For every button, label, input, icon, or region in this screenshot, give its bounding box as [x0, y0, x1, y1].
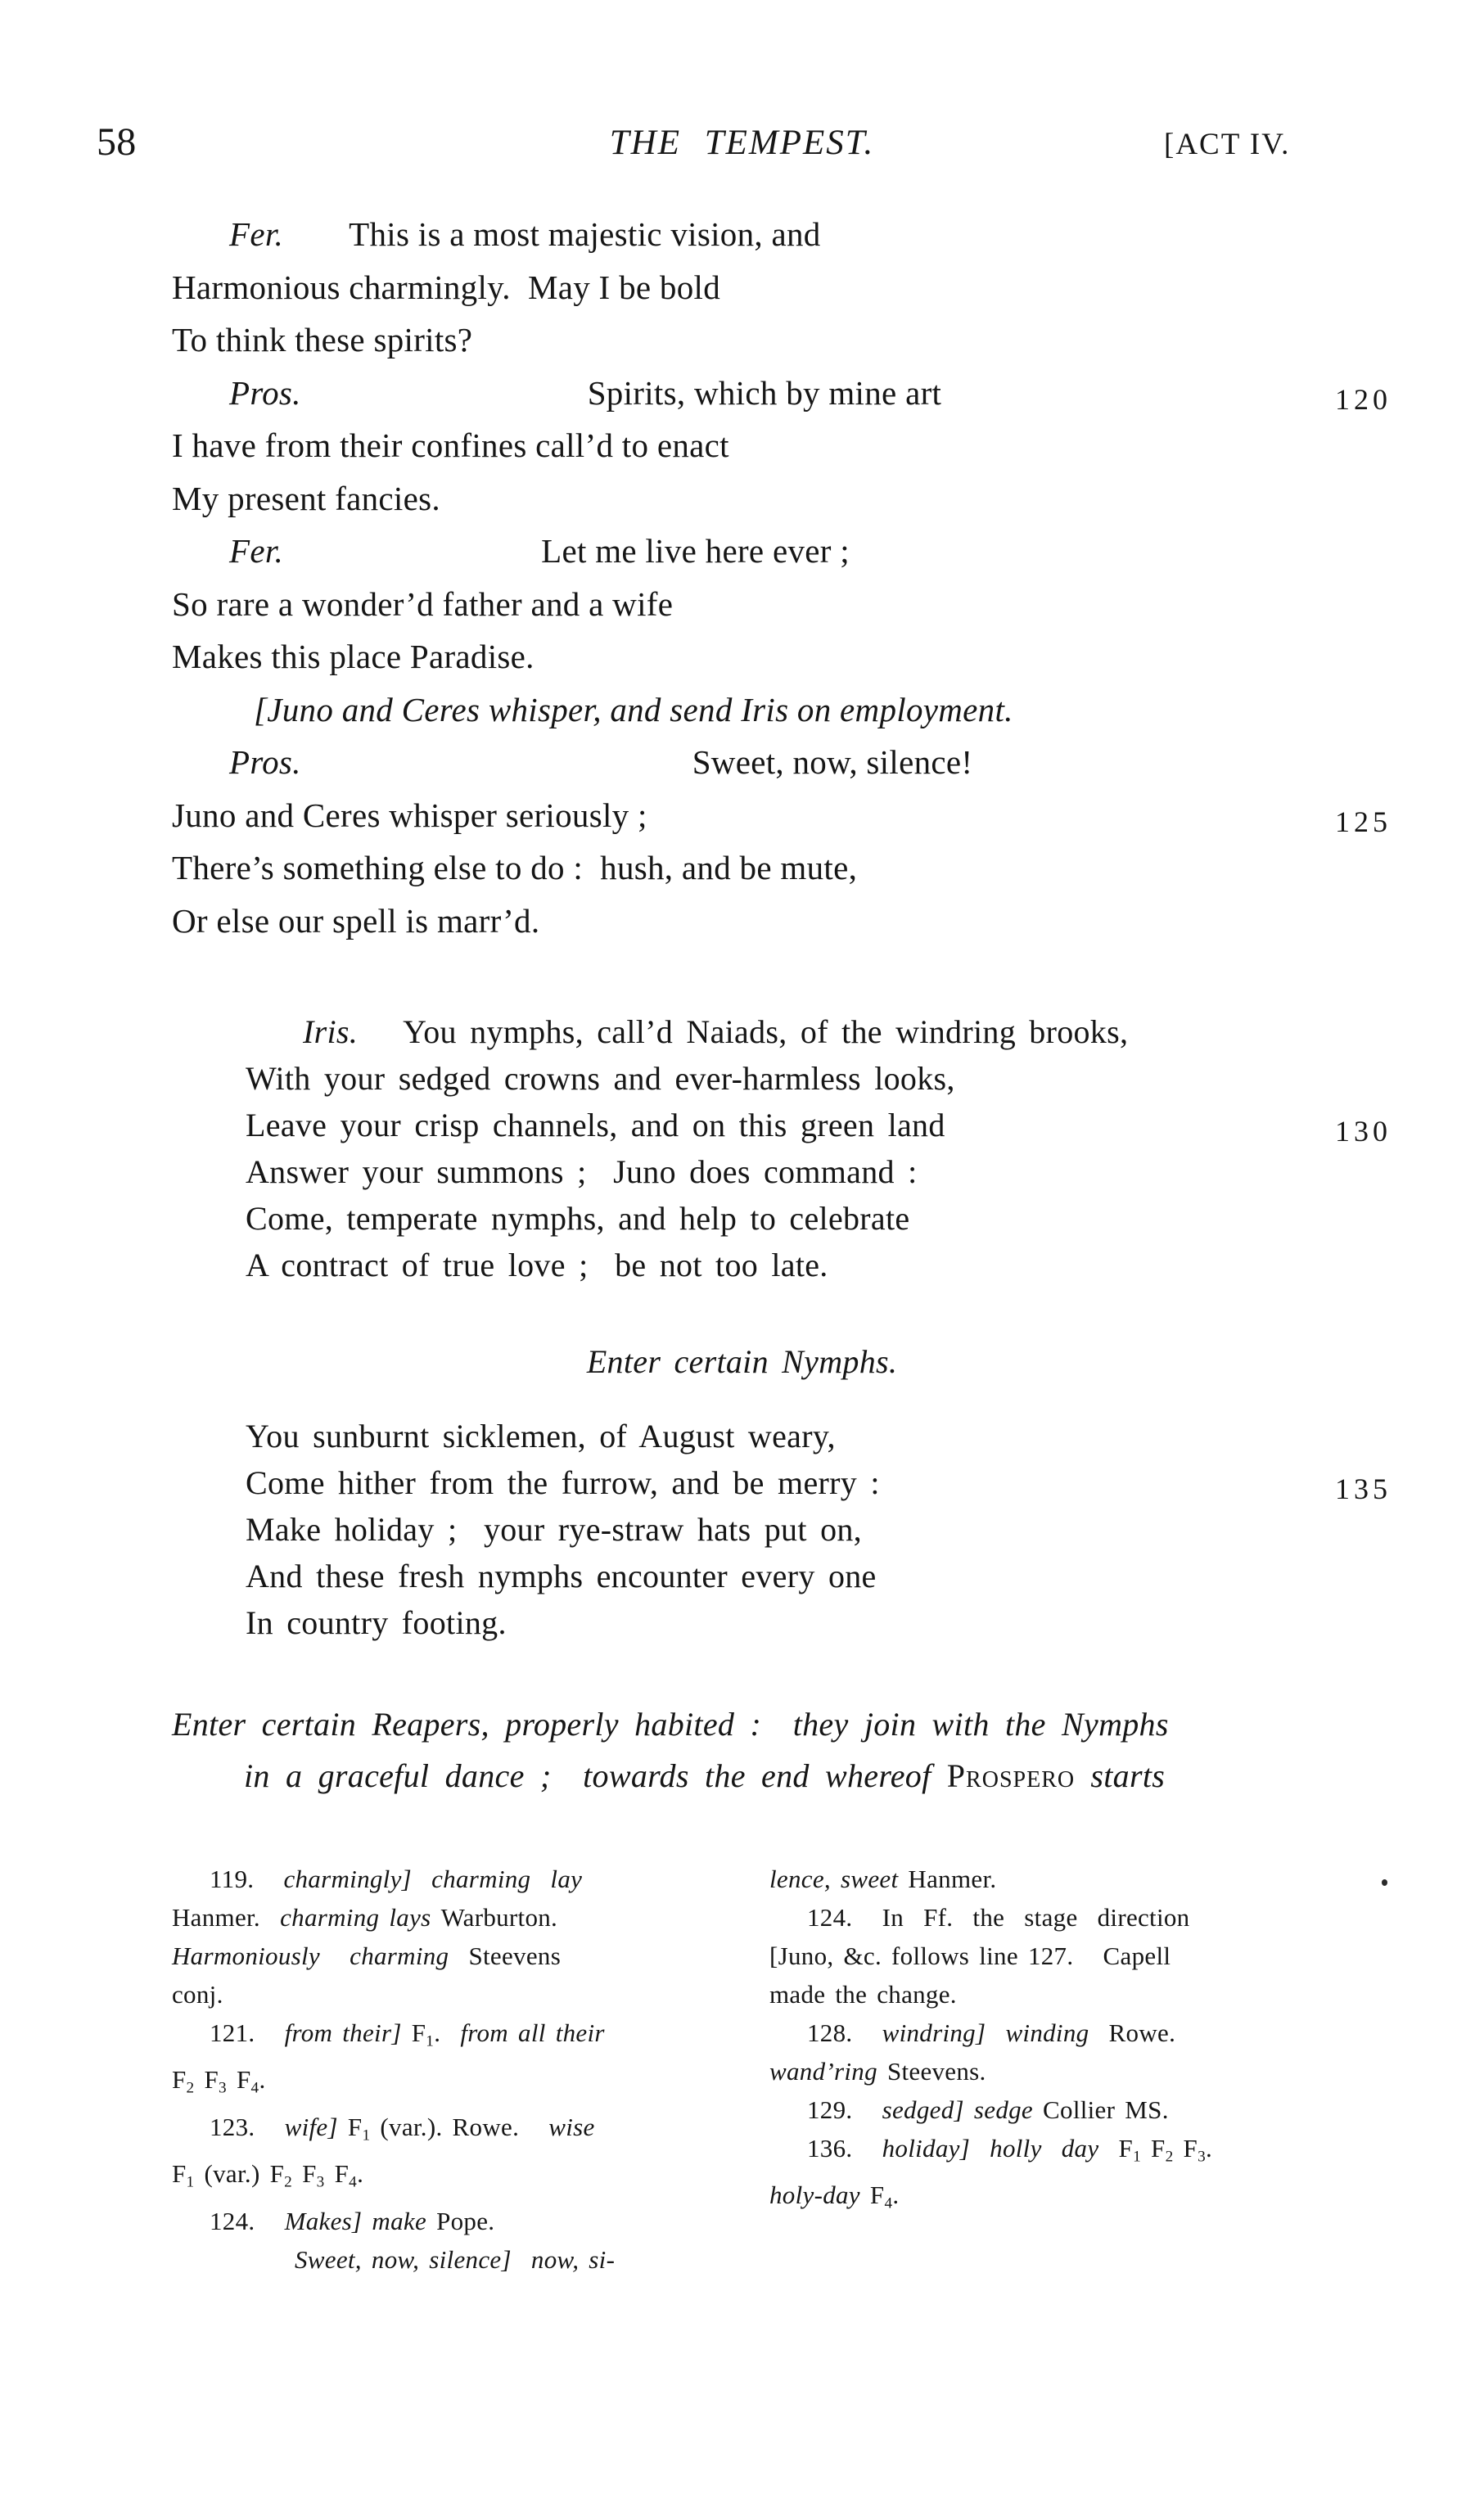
text-segment: 121. — [210, 2018, 285, 2047]
character-name: Prospero — [946, 1757, 1076, 1794]
line-number: 125 — [1335, 805, 1392, 838]
text-segment: 3 — [1198, 2148, 1206, 2166]
line-number: 130 — [1335, 1115, 1392, 1148]
text-segment: wand’ring — [769, 2057, 887, 2086]
stage-direction-line — [172, 1750, 1334, 1802]
text-segment: Sweet, now, silence] now, si- — [295, 2244, 616, 2274]
text-segment: in a graceful dance ; towards the end whereof — [244, 1757, 947, 1794]
text-segment: 1 — [362, 2126, 371, 2144]
verse-line — [172, 630, 1392, 683]
footnote-line — [769, 2052, 1342, 2090]
text-segment: holy-day — [769, 2181, 870, 2210]
footnotes-right-column — [769, 1860, 1342, 2223]
text-segment: Juno and Ceres whisper seriously ; — [172, 796, 647, 834]
text-segment: My present fancies. — [172, 479, 440, 517]
speaker: Iris. — [303, 1013, 359, 1050]
iris-speech-block — [246, 1008, 1392, 1288]
text-segment: from all their — [460, 2018, 605, 2047]
stage-direction-enter-reapers — [172, 1698, 1334, 1802]
text-segment: Warburton. — [440, 1903, 558, 1932]
ink-speck — [1382, 1879, 1387, 1886]
footnote-line — [172, 2108, 753, 2154]
text-segment: F — [869, 2181, 885, 2210]
verse-line — [246, 1459, 1392, 1506]
act-indicator: [ACT IV. — [1164, 128, 1291, 161]
footnote-line — [769, 2176, 1342, 2222]
text-segment: wise — [548, 2112, 595, 2141]
text-segment: 129. — [807, 2095, 882, 2124]
text-segment: F — [226, 2065, 251, 2095]
text-segment: Come hither from the furrow, and be merry : — [246, 1464, 880, 1501]
text-segment: 124. — [210, 2206, 285, 2235]
stage-direction — [172, 683, 1392, 737]
footnote-line — [769, 2129, 1342, 2176]
text-segment: F — [1173, 2134, 1198, 2163]
text-segment: [Juno and Ceres whisper, and send Iris on employment. — [254, 690, 1013, 728]
text-segment: (var.) F — [194, 2159, 285, 2189]
text-segment: charming lays — [280, 1903, 441, 1932]
text-segment: 128. — [807, 2018, 882, 2047]
text-segment: F — [172, 2159, 187, 2189]
verse-line — [172, 841, 1392, 895]
text-segment: F — [1118, 2134, 1134, 2163]
text-segment: Rowe. — [1108, 2018, 1176, 2047]
footnote-line — [172, 2060, 753, 2107]
text-segment: You nymphs, call’d Naiads, of the windring brooks, — [403, 1013, 1129, 1050]
text-segment: Make holiday ; your rye-straw hats put on, — [246, 1511, 862, 1548]
footnote-line — [172, 1898, 753, 1937]
dialogue-block — [172, 208, 1392, 947]
running-title: THE TEMPEST. — [609, 124, 875, 162]
speaker: Pros. — [229, 743, 301, 781]
text-segment: F — [411, 2018, 426, 2047]
footnote-line — [769, 1898, 1342, 1937]
verse-line — [246, 1148, 1392, 1195]
text-segment: 136. — [807, 2134, 882, 2163]
verse-line — [172, 895, 1392, 948]
text-segment: And these fresh nymphs encounter every one — [246, 1558, 877, 1594]
text-segment: windring] winding — [882, 2018, 1109, 2047]
verse-line — [246, 1008, 1392, 1055]
page-number: 58 — [97, 120, 137, 164]
verse-line — [172, 578, 1392, 631]
text-segment: Makes this place Paradise. — [172, 638, 535, 675]
footnote-line — [172, 2154, 753, 2201]
verse-line — [172, 313, 1392, 367]
text-segment: [Juno, &c. follows line 127. Capell — [769, 1942, 1171, 1970]
text-segment: . — [1205, 2134, 1213, 2163]
text-segment: Steevens. — [886, 2057, 986, 2086]
line-number: 135 — [1335, 1472, 1392, 1505]
text-segment: This is a most majestic vision, and — [349, 215, 821, 253]
text-segment: 2 — [1165, 2148, 1174, 2166]
footnote-line — [769, 1860, 1342, 1898]
text-segment: Leave your crisp channels, and on this green land — [246, 1107, 945, 1143]
text-segment: 119. — [210, 1865, 284, 1893]
verse-line — [246, 1242, 1392, 1288]
footnote-line — [172, 1975, 753, 2014]
text-segment: 3 — [219, 2079, 227, 2097]
footnote-line — [769, 1937, 1342, 1975]
footnote-line — [769, 2090, 1342, 2129]
footnote-line — [769, 2014, 1342, 2052]
text-segment: sedged] sedge — [882, 2095, 1044, 2124]
verse-line — [246, 1506, 1392, 1553]
verse-line — [172, 419, 1392, 472]
text-segment: F — [292, 2159, 317, 2189]
footnotes-left-column — [172, 1860, 753, 2279]
text-segment: F — [347, 2112, 363, 2141]
text-segment: 4 — [884, 2194, 893, 2212]
text-segment: Let me live here ever ; — [541, 532, 850, 570]
text-segment: 1 — [1133, 2148, 1141, 2166]
text-segment: I have from their confines call’d to enact — [172, 426, 729, 464]
text-segment: 2 — [284, 2173, 293, 2191]
text-segment: 3 — [316, 2173, 325, 2191]
text-segment: wife] — [284, 2112, 348, 2141]
text-segment: starts — [1075, 1757, 1166, 1794]
verse-line — [172, 208, 1392, 261]
text-segment: To think these spirits? — [172, 321, 473, 359]
text-segment: . — [357, 2159, 364, 2189]
verse-line — [172, 367, 1392, 420]
footnote-line — [172, 1860, 753, 1898]
footnote-line — [172, 2014, 753, 2060]
speaker: Fer. — [229, 215, 284, 253]
text-segment: Or else our spell is marr’d. — [172, 901, 540, 940]
text-segment: 4 — [349, 2173, 358, 2191]
text-segment: . — [259, 2065, 266, 2095]
text-segment: lence, sweet — [769, 1865, 909, 1893]
footnote-line — [172, 2202, 753, 2240]
text-segment: A contract of true love ; be not too late. — [246, 1247, 828, 1283]
text-segment: Come, temperate nymphs, and help to celebrate — [246, 1200, 910, 1237]
text-segment: F — [324, 2159, 350, 2189]
verse-line — [172, 261, 1392, 314]
text-segment: Hanmer. — [172, 1903, 281, 1932]
verse-line — [246, 1102, 1392, 1148]
text-segment: charmingly] charming lay — [283, 1865, 583, 1893]
text-segment: Pope. — [436, 2206, 495, 2235]
text-segment: In country footing. — [246, 1604, 507, 1641]
stage-direction-enter-nymphs: Enter certain Nymphs. — [586, 1343, 898, 1380]
text-segment: made the change. — [769, 1980, 957, 2009]
text-segment: holiday] holly day — [882, 2134, 1119, 2163]
text-segment: 124. In Ff. the stage direction — [807, 1903, 1190, 1932]
verse-line — [246, 1195, 1392, 1242]
speaker: Fer. — [229, 532, 284, 570]
verse-line — [246, 1599, 1392, 1646]
text-segment: With your sedged crowns and ever-harmless looks, — [246, 1060, 955, 1097]
verse-line — [246, 1055, 1392, 1102]
speaker: Pros. — [229, 373, 301, 412]
text-segment: . — [892, 2181, 900, 2210]
text-segment: Spirits, which by mine art — [587, 373, 942, 412]
text-segment: There’s something else to do : hush, and be mute, — [172, 849, 858, 886]
verse-line — [246, 1413, 1392, 1459]
text-segment: Answer your summons ; Juno does command : — [246, 1153, 918, 1190]
iris-speech-continued-block — [246, 1413, 1392, 1646]
text-segment: Hanmer. — [908, 1865, 997, 1893]
text-segment: Harmonious charmingly. May I be bold — [172, 268, 721, 306]
verse-line — [246, 1553, 1392, 1599]
footnote-line — [172, 1937, 753, 1975]
text-segment: F — [172, 2065, 187, 2095]
verse-line — [172, 789, 1392, 842]
text-segment: 123. — [210, 2112, 285, 2141]
text-segment: Collier MS. — [1043, 2095, 1169, 2124]
verse-line — [172, 525, 1392, 578]
text-segment: Harmoniously charming — [172, 1942, 469, 1970]
text-segment: 2 — [186, 2079, 195, 2097]
text-segment: You sunburnt sicklemen, of August weary, — [246, 1418, 836, 1454]
text-segment: 1 — [186, 2173, 195, 2191]
verse-line — [172, 472, 1392, 525]
footnote-line — [769, 1975, 1342, 2014]
text-segment: . — [434, 2018, 461, 2047]
text-segment: (var.). Rowe. — [370, 2112, 549, 2141]
text-segment: 4 — [250, 2079, 259, 2097]
text-segment: from their] — [284, 2018, 412, 2047]
text-segment: Sweet, now, silence! — [692, 743, 973, 781]
text-segment: Enter certain Reapers, properly habited : they join with the Nymphs — [172, 1706, 1169, 1743]
text-segment: Makes] make — [284, 2206, 437, 2235]
stage-direction-line — [172, 1698, 1334, 1750]
verse-line — [172, 736, 1392, 789]
text-segment: F — [1140, 2134, 1166, 2163]
footnote-line — [172, 2240, 753, 2279]
line-number: 120 — [1335, 382, 1392, 416]
text-segment: So rare a wonder’d father and a wife — [172, 584, 674, 623]
text-segment: 1 — [426, 2032, 435, 2050]
text-segment: conj. — [172, 1980, 223, 2009]
text-segment: Steevens — [468, 1942, 562, 1970]
text-segment: F — [194, 2065, 219, 2095]
